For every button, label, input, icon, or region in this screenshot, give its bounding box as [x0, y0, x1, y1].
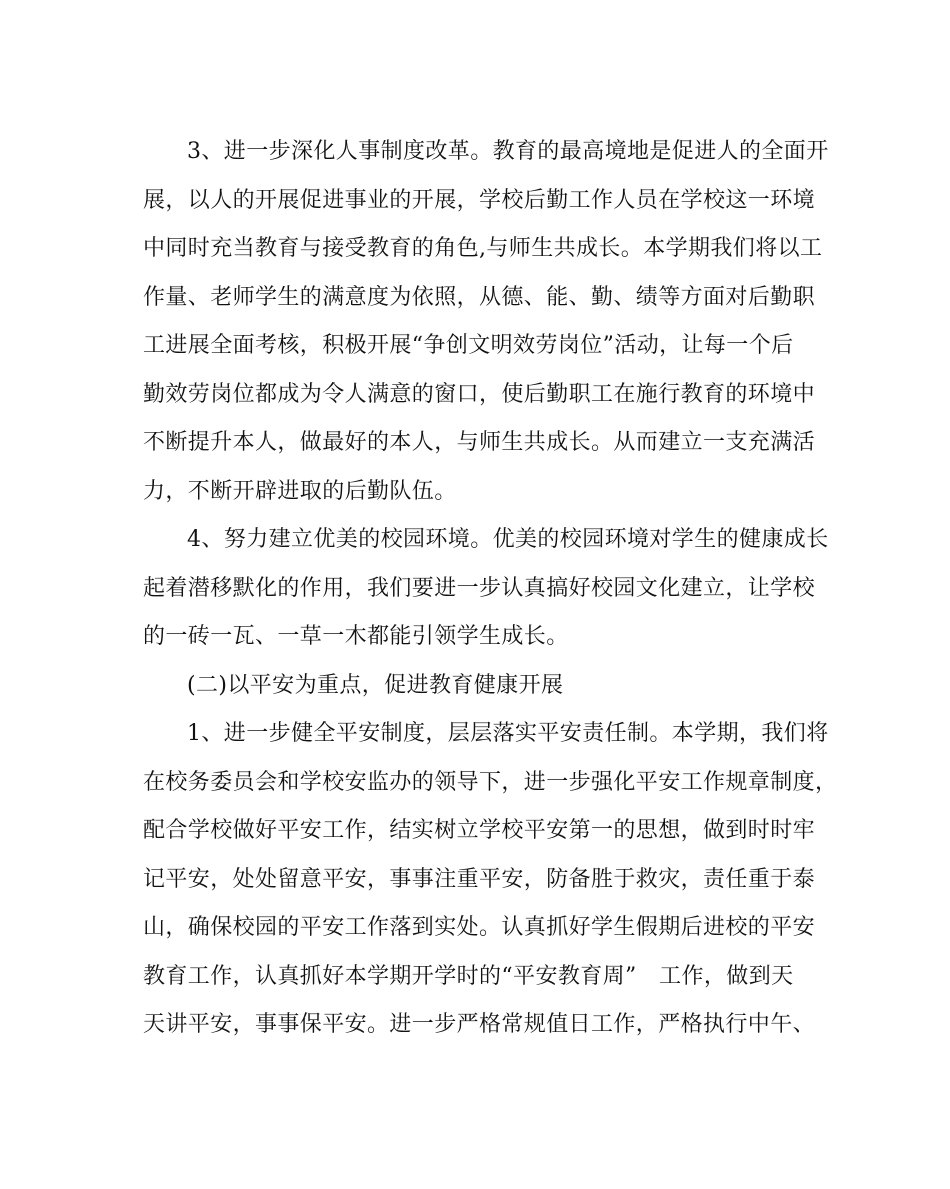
paragraph-line: 记平安，处处留意平安，事事注重平安，防备胜于救灾，责任重于泰	[143, 866, 816, 892]
paragraph-line: 勤效劳岗位都成为令人满意的窗口，使后勤职工在施行教育的环境中	[143, 381, 816, 407]
paragraph-line: 4、努力建立优美的校园环境。优美的校园环境对学生的健康成长	[187, 527, 829, 552]
paragraph-line: 天讲平安，事事保平安。进一步严格常规值日工作，严格执行中午、	[143, 1012, 816, 1037]
section-heading: (二)以平安为重点，促进教育健康开展	[187, 672, 564, 698]
paragraph-line: 1、进一步健全平安制度，层层落实平安责任制。本学期，我们将	[187, 721, 829, 746]
paragraph-line: 力，不断开辟进取的后勤队伍。	[143, 478, 457, 504]
paragraph-line: 不断提升本人，做最好的本人，与师生共成长。从而建立一支充满活	[143, 430, 816, 455]
paragraph-line: 山，确保校园的平安工作落到实处。认真抓好学生假期后进校的平安	[143, 915, 816, 940]
paragraph-line: 起着潜移默化的作用，我们要进一步认真搞好校园文化建立，让学校	[143, 575, 816, 601]
paragraph-line: 的一砖一瓦、一草一木都能引领学生成长。	[143, 624, 569, 649]
document-body	[143, 128, 838, 1050]
paragraph-line: 教育工作，认真抓好本学期开学时的“平安教育周” 工作，做到天	[143, 963, 794, 989]
paragraph-line: 配合学校做好平安工作，结实树立学校平安第一的思想，做到时时牢	[143, 818, 816, 843]
paragraph-line: 工进展全面考核，积极开展“争创文明效劳岗位”活动，让每一个后	[143, 333, 794, 358]
paragraph-line: 中同时充当教育与接受教育的角色,与师生共成长。本学期我们将以工	[143, 236, 823, 261]
paragraph-line: 作量、老师学生的满意度为依照，从德、能、勤、绩等方面对后勤职	[143, 284, 816, 310]
paragraph-line: 在校务委员会和学校安监办的领导下，进一步强化平安工作规章制度，	[143, 769, 838, 795]
paragraph-line: 展，以人的开展促进事业的开展，学校后勤工作人员在学校这一环境	[143, 187, 816, 213]
paragraph-line: 3、进一步深化人事制度改革。教育的最高境地是促进人的全面开	[187, 139, 829, 164]
